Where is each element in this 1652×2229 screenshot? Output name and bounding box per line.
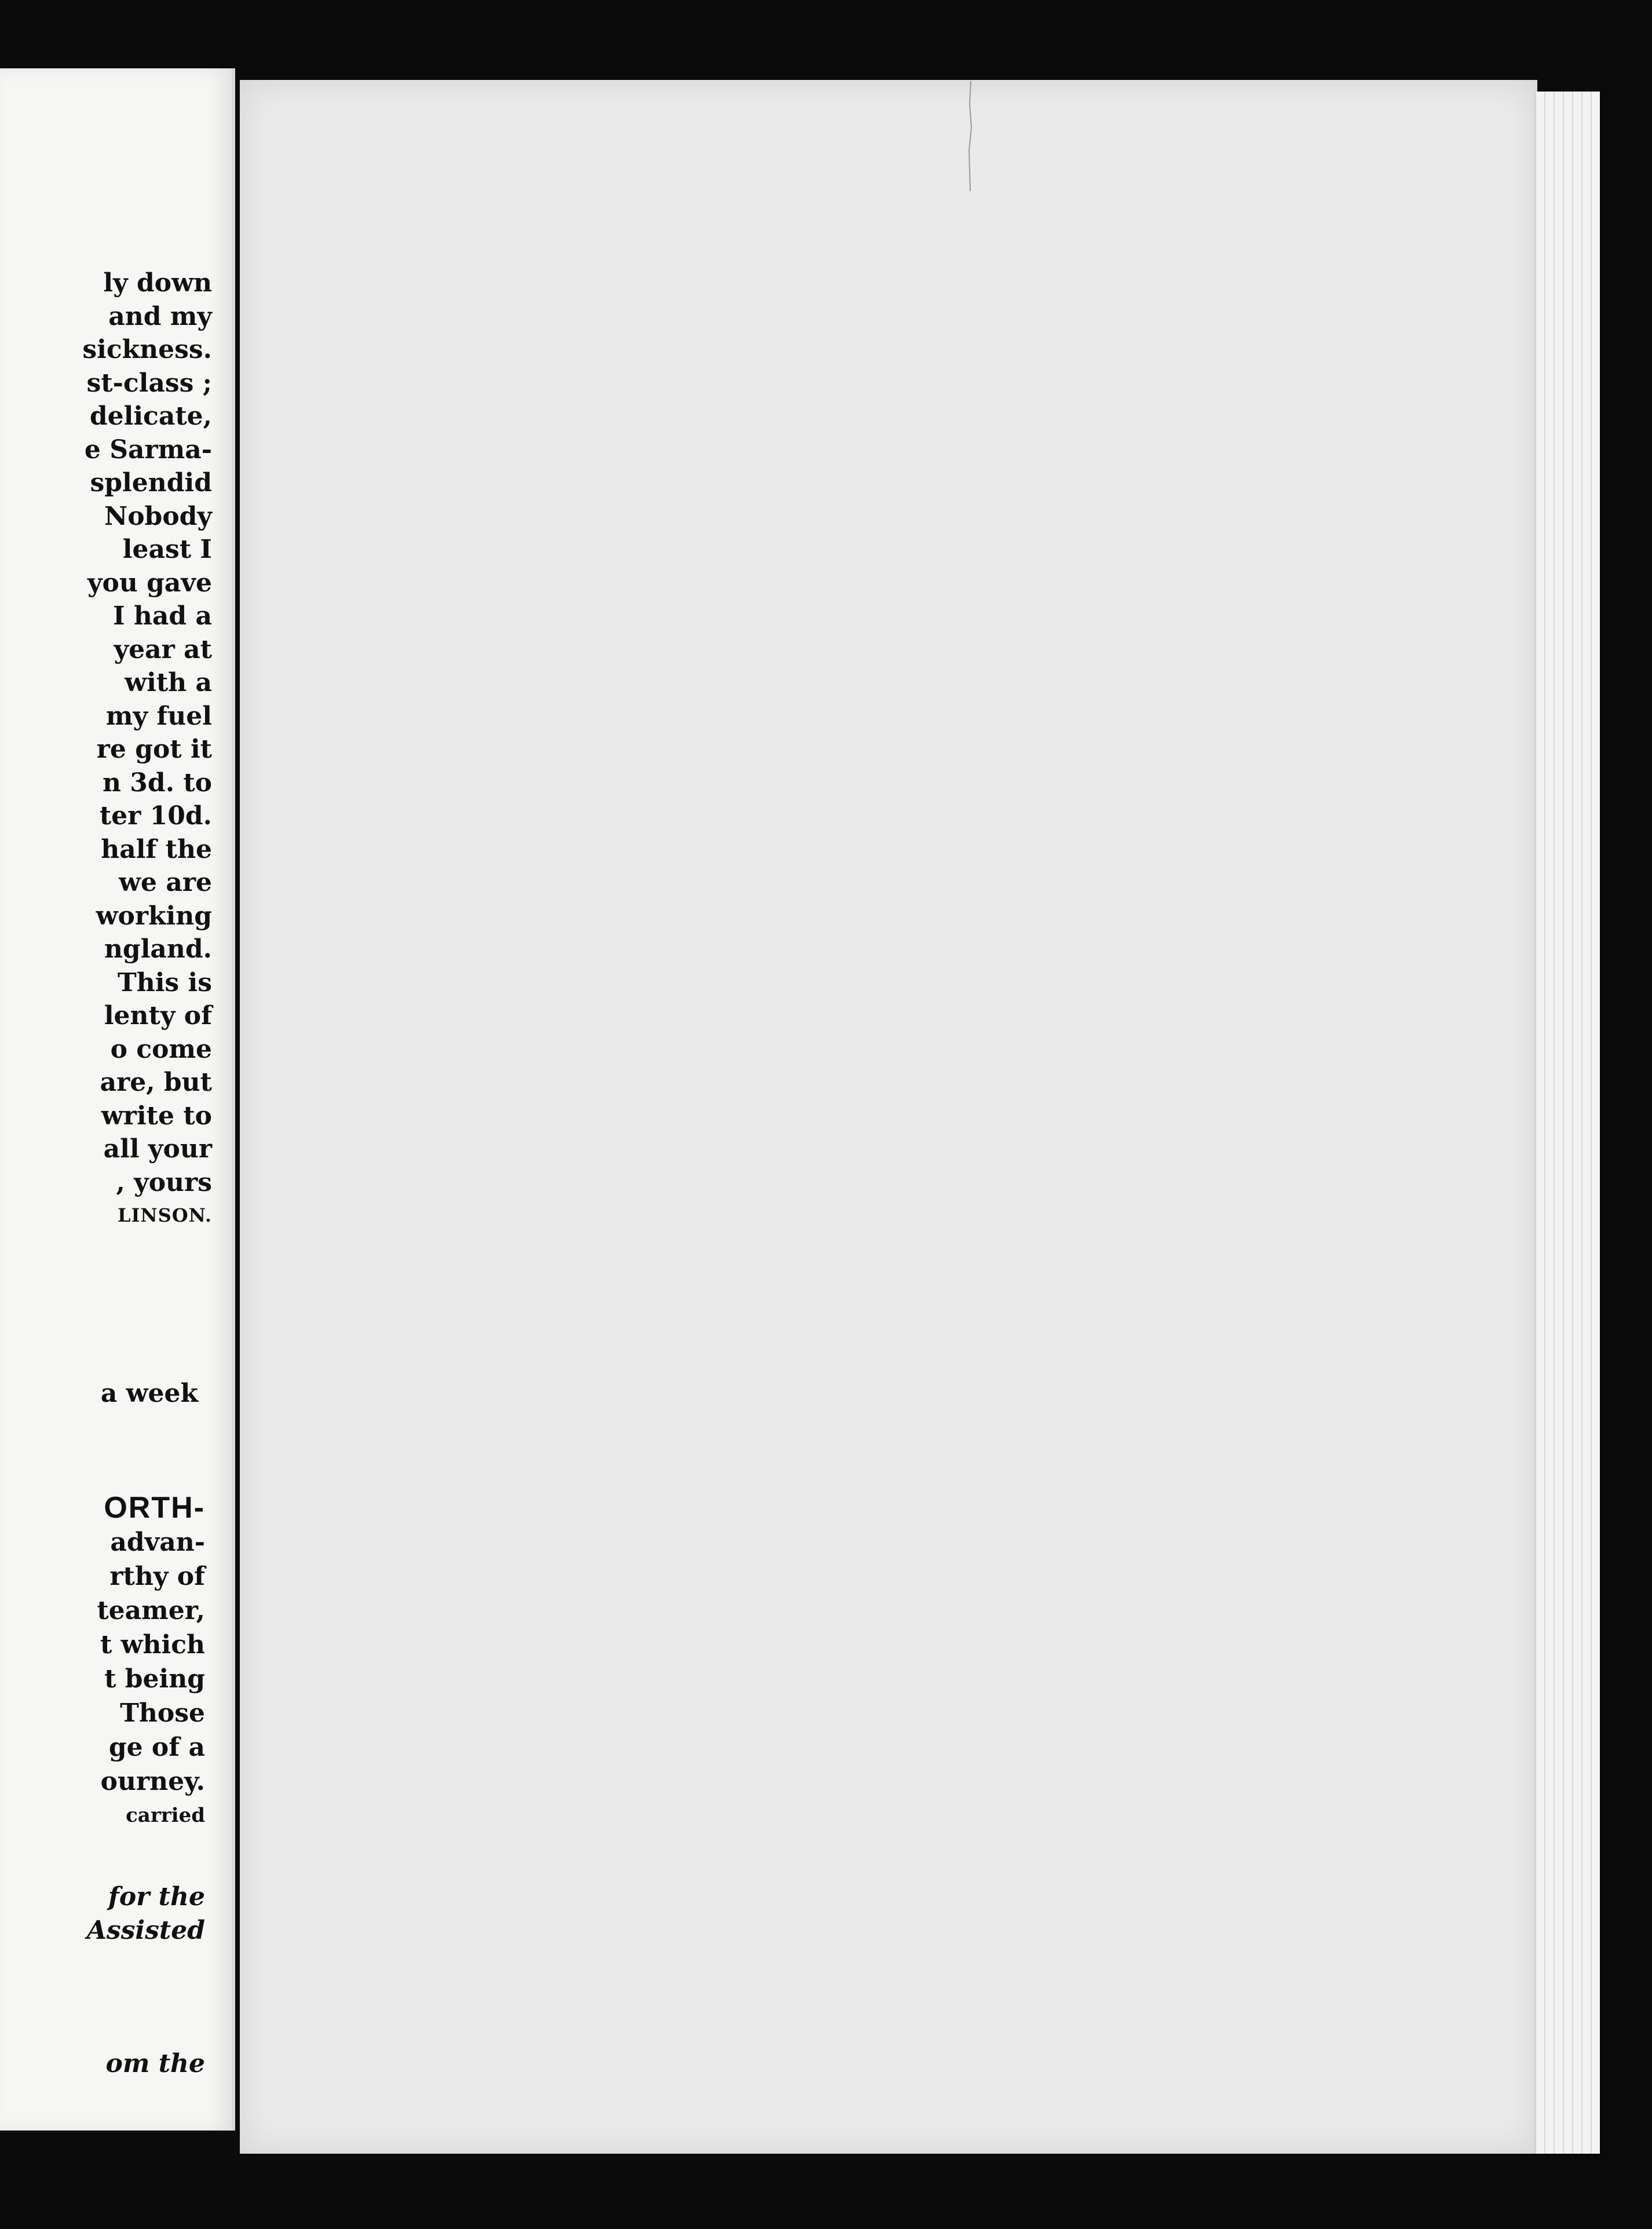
text-line: This is [117,967,212,997]
text-line: Nobody [104,501,212,531]
italic-line: Assisted [86,1916,205,1945]
text-line: with a [125,668,212,697]
text-line: ngland. [104,934,212,964]
text-line: working [96,901,212,931]
text-line: re got it [96,735,212,764]
text-line: ourney. [100,1767,205,1796]
text-line: you gave [87,568,212,598]
text-line: are, but [100,1068,212,1097]
text-line: , yours [116,1167,212,1197]
text-line: t which [100,1630,205,1660]
text-line: delicate, [89,401,212,431]
text-line: all your [103,1134,212,1164]
text-line: t being [104,1664,205,1694]
text-line: I had a [113,601,212,631]
left-page-section [97,1491,205,1833]
text-line: half the [101,834,212,864]
text-line: n 3d. to [103,768,212,798]
text-line: my fuel [105,701,212,731]
text-line: st-class ; [86,368,212,398]
text-line: lenty of [104,1001,212,1031]
left-page-italic-notes [87,1880,205,2081]
text-line: write to [101,1101,212,1131]
text-line: o come [110,1034,212,1064]
left-page-text-column [82,266,212,1233]
text-line: ter 10d. [99,801,212,831]
text-line: advan- [110,1528,205,1557]
text-line: teamer, [97,1596,205,1625]
signature-line: LINSON. [117,1204,212,1226]
text-line: ge of a [108,1733,205,1762]
text-line: ly down [103,268,212,298]
paper-crease [966,81,974,191]
section-heading: ORTH- [104,1491,205,1525]
left-facing-page [0,68,235,2131]
text-line: a week [100,1379,198,1408]
text-line: we are [119,868,212,897]
text-line: e Sarma- [84,434,212,465]
text-line: year at [114,634,212,664]
text-line: rthy of [109,1562,205,1591]
italic-line: om the [105,2049,205,2078]
book-page-edges [1536,92,1600,2154]
text-line: Those [120,1698,205,1728]
blank-right-page [240,80,1537,2154]
text-line: splendid [90,468,212,498]
text-line: carried [126,1804,205,1827]
text-line: least I [122,535,212,564]
italic-line: for the [108,1882,205,1912]
text-line: sickness. [82,335,212,364]
text-line: and my [108,301,212,331]
